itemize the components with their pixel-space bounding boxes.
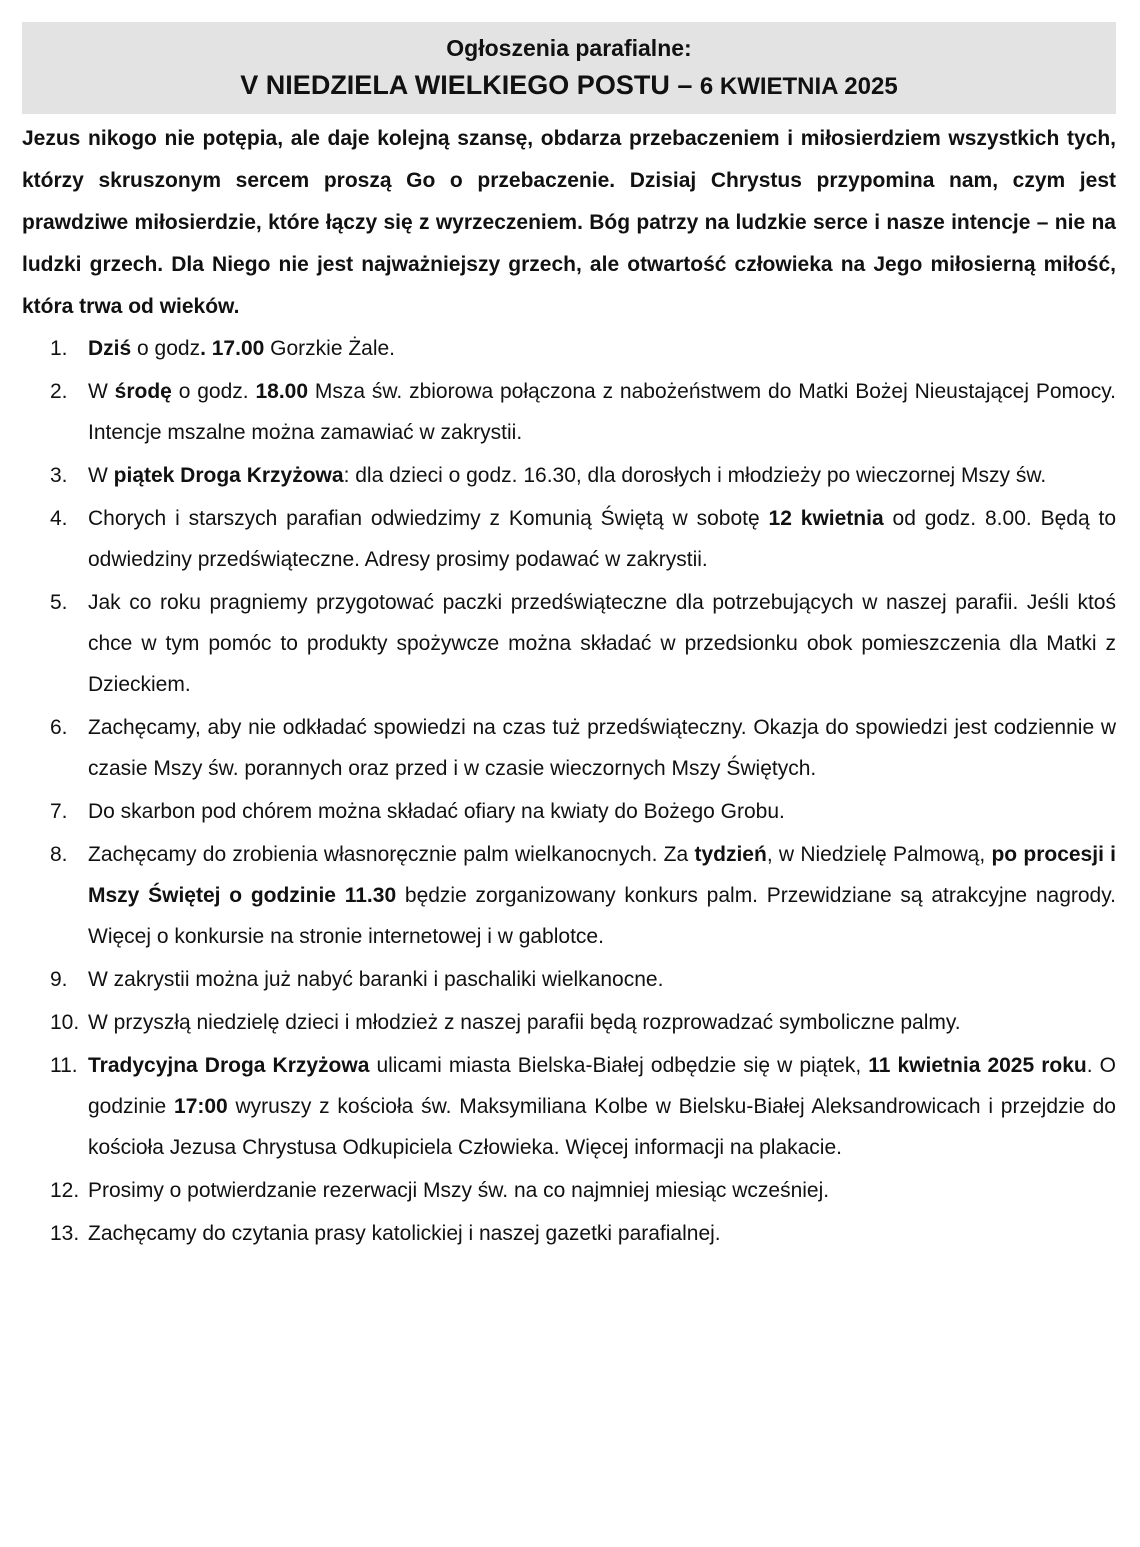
announcement-text xyxy=(88,716,1116,780)
announcement-text-regular: Jak co roku pragniemy przygotować paczki przedświąteczne dla potrzebujących w naszej parafii. Jeśli ktoś chce w tym pomóc to produkty spożywcze można składać w przedsionku obok pomieszczenia dla Matki z Dzieckiem. xyxy=(88,591,1116,696)
announcement-item xyxy=(22,582,1116,705)
announcement-item xyxy=(22,1213,1116,1254)
announcement-item xyxy=(22,707,1116,789)
announcement-text-regular: , w Niedzielę Palmową, xyxy=(766,843,992,866)
announcement-text-bold: 12 kwietnia xyxy=(768,507,884,530)
announcement-text-bold: Tradycyjna Droga Krzyżowa xyxy=(88,1054,370,1077)
announcement-text-regular: ulicami miasta Bielska-Białej odbędzie się w piątek, xyxy=(369,1054,869,1077)
announcement-item xyxy=(22,791,1116,832)
header-subtitle xyxy=(22,66,1116,106)
announcement-text-regular: od godz. 8.00. Będą to odwiedziny przedświąteczne. Adresy prosimy podawać w zakrystii. xyxy=(88,507,1117,571)
announcement-text-regular: W xyxy=(88,380,115,403)
announcement-number: 4. xyxy=(50,507,68,530)
announcement-text-regular: o godz xyxy=(131,337,201,360)
announcement-number: 13. xyxy=(50,1222,80,1245)
announcements-list xyxy=(22,328,1116,1254)
announcement-item xyxy=(22,1002,1116,1043)
announcement-text xyxy=(88,1179,829,1202)
announcement-item xyxy=(22,371,1116,453)
announcement-text-regular: Prosimy o potwierdzanie rezerwacji Mszy św. na co najmniej miesiąc wcześniej. xyxy=(88,1179,830,1202)
announcement-text-bold: tydzień xyxy=(694,843,767,866)
announcement-text-regular: Gorzkie Żale. xyxy=(264,337,396,360)
announcement-text-bold: . 17.00 xyxy=(200,337,265,360)
announcement-item xyxy=(22,455,1116,496)
header-title: Ogłoszenia parafialne: xyxy=(446,35,692,61)
announcement-text xyxy=(88,843,1116,948)
announcement-number: 7. xyxy=(50,800,68,823)
announcement-text-regular: . O godzinie xyxy=(88,1054,1116,1118)
announcement-number: 11. xyxy=(50,1054,78,1077)
announcement-text-bold: 18.00 xyxy=(255,380,309,403)
announcement-text-regular: : dla dzieci o godz. 16.30, dla dorosłych i młodzieży po wieczornej Mszy św. xyxy=(343,464,1047,487)
announcement-text xyxy=(88,464,1046,487)
announcement-number: 2. xyxy=(50,380,68,403)
announcement-number: 6. xyxy=(50,716,68,739)
announcement-text xyxy=(88,1011,961,1034)
announcement-item xyxy=(22,1045,1116,1168)
announcement-number: 12. xyxy=(50,1179,80,1202)
announcement-text-regular: będzie zorganizowany konkurs palm. Przewidziane są atrakcyjne nagrody. Więcej o konkursie na stronie internetowej i w gablotce. xyxy=(88,884,1117,948)
announcement-text-regular: Zachęcamy do zrobienia własnoręcznie palm wielkanocnych. Za xyxy=(88,843,695,866)
announcement-number: 5. xyxy=(50,591,68,614)
announcement-item xyxy=(22,834,1116,957)
announcement-item xyxy=(22,1170,1116,1211)
announcement-text-regular: Zachęcamy do czytania prasy katolickiej i naszej gazetki parafialnej. xyxy=(88,1222,721,1245)
announcement-text-regular: Msza św. zbiorowa połączona z nabożeństwem do Matki Bożej Nieustającej Pomocy. Intencje mszalne można zamawiać w zakrystii. xyxy=(88,380,1117,444)
announcement-item xyxy=(22,959,1116,1000)
announcement-text-regular: W xyxy=(88,464,114,487)
announcement-text-bold: środę xyxy=(114,380,172,403)
announcement-text xyxy=(88,380,1116,444)
announcement-text-bold: piątek Droga Krzyżowa xyxy=(113,464,344,487)
announcement-text xyxy=(88,1222,721,1245)
announcement-number: 3. xyxy=(50,464,68,487)
announcement-text-regular: Do skarbon pod chórem można składać ofiary na kwiaty do Bożego Grobu. xyxy=(88,800,785,823)
intro-paragraph: Jezus nikogo nie potępia, ale daje kolejną szansę, obdarza przebaczeniem i miłosierdziem wszystkich tych, którzy skruszonym sercem proszą Go o przebaczenie. Dzisiaj Chrystus przypomina nam, czym jest prawdziwe miłosierdzie, które łączy się z wyrzeczeniem. Bóg patrzy na ludzkie serce i nasze intencje – nie na ludzki grzech. Dla Niego nie jest najważniejszy grzech, ale otwartość człowieka na Jego miłosierną miłość, która trwa od wieków. xyxy=(22,127,1116,318)
announcement-text-bold: Dziś xyxy=(88,337,132,360)
announcement-number: 1. xyxy=(50,337,68,360)
announcement-text xyxy=(88,507,1116,571)
announcement-text-regular: wyruszy z kościoła św. Maksymiliana Kolbe w Bielsku-Białej Aleksandrowicach i przejdzie do kościoła Jezusa Chrystusa Odkupiciela Człowieka. Więcej informacji na plakacie. xyxy=(88,1095,1116,1159)
announcement-item xyxy=(22,498,1116,580)
announcement-text-bold: 11 kwietnia 2025 roku xyxy=(868,1054,1087,1077)
announcement-text-regular: Zachęcamy, aby nie odkładać spowiedzi na czas tuż przedświąteczny. Okazja do spowiedzi jest codziennie w czasie Mszy św. porannych oraz przed i w czasie wieczornych Mszy Świętych. xyxy=(88,716,1116,780)
announcement-text-regular: W zakrystii można już nabyć baranki i paschaliki wielkanocne. xyxy=(88,968,664,991)
announcement-text xyxy=(88,800,785,823)
announcement-number: 8. xyxy=(50,843,68,866)
announcement-text-regular: W przyszłą niedzielę dzieci i młodzież z naszej parafii będą rozprowadzać symboliczne palmy. xyxy=(88,1011,961,1034)
announcement-text-regular: o godz. xyxy=(171,380,256,403)
announcement-number: 10. xyxy=(50,1011,80,1034)
header-box xyxy=(22,22,1116,114)
announcement-text-bold: 17:00 xyxy=(174,1095,228,1118)
announcement-text xyxy=(88,591,1116,696)
announcement-text-regular: Chorych i starszych parafian odwiedzimy z Komunią Świętą w sobotę xyxy=(88,507,769,530)
announcement-text xyxy=(88,1054,1116,1159)
announcement-item xyxy=(22,328,1116,369)
announcement-text xyxy=(88,968,663,991)
announcement-text-bold: po procesji i Mszy Świętej o godzinie 11.30 xyxy=(88,843,1117,907)
header-subtitle-main: V NIEDZIELA WIELKIEGO POSTU – xyxy=(240,70,700,100)
announcement-text xyxy=(88,337,395,360)
header-subtitle-date: 6 KWIETNIA 2025 xyxy=(699,73,898,100)
announcement-number: 9. xyxy=(50,968,68,991)
